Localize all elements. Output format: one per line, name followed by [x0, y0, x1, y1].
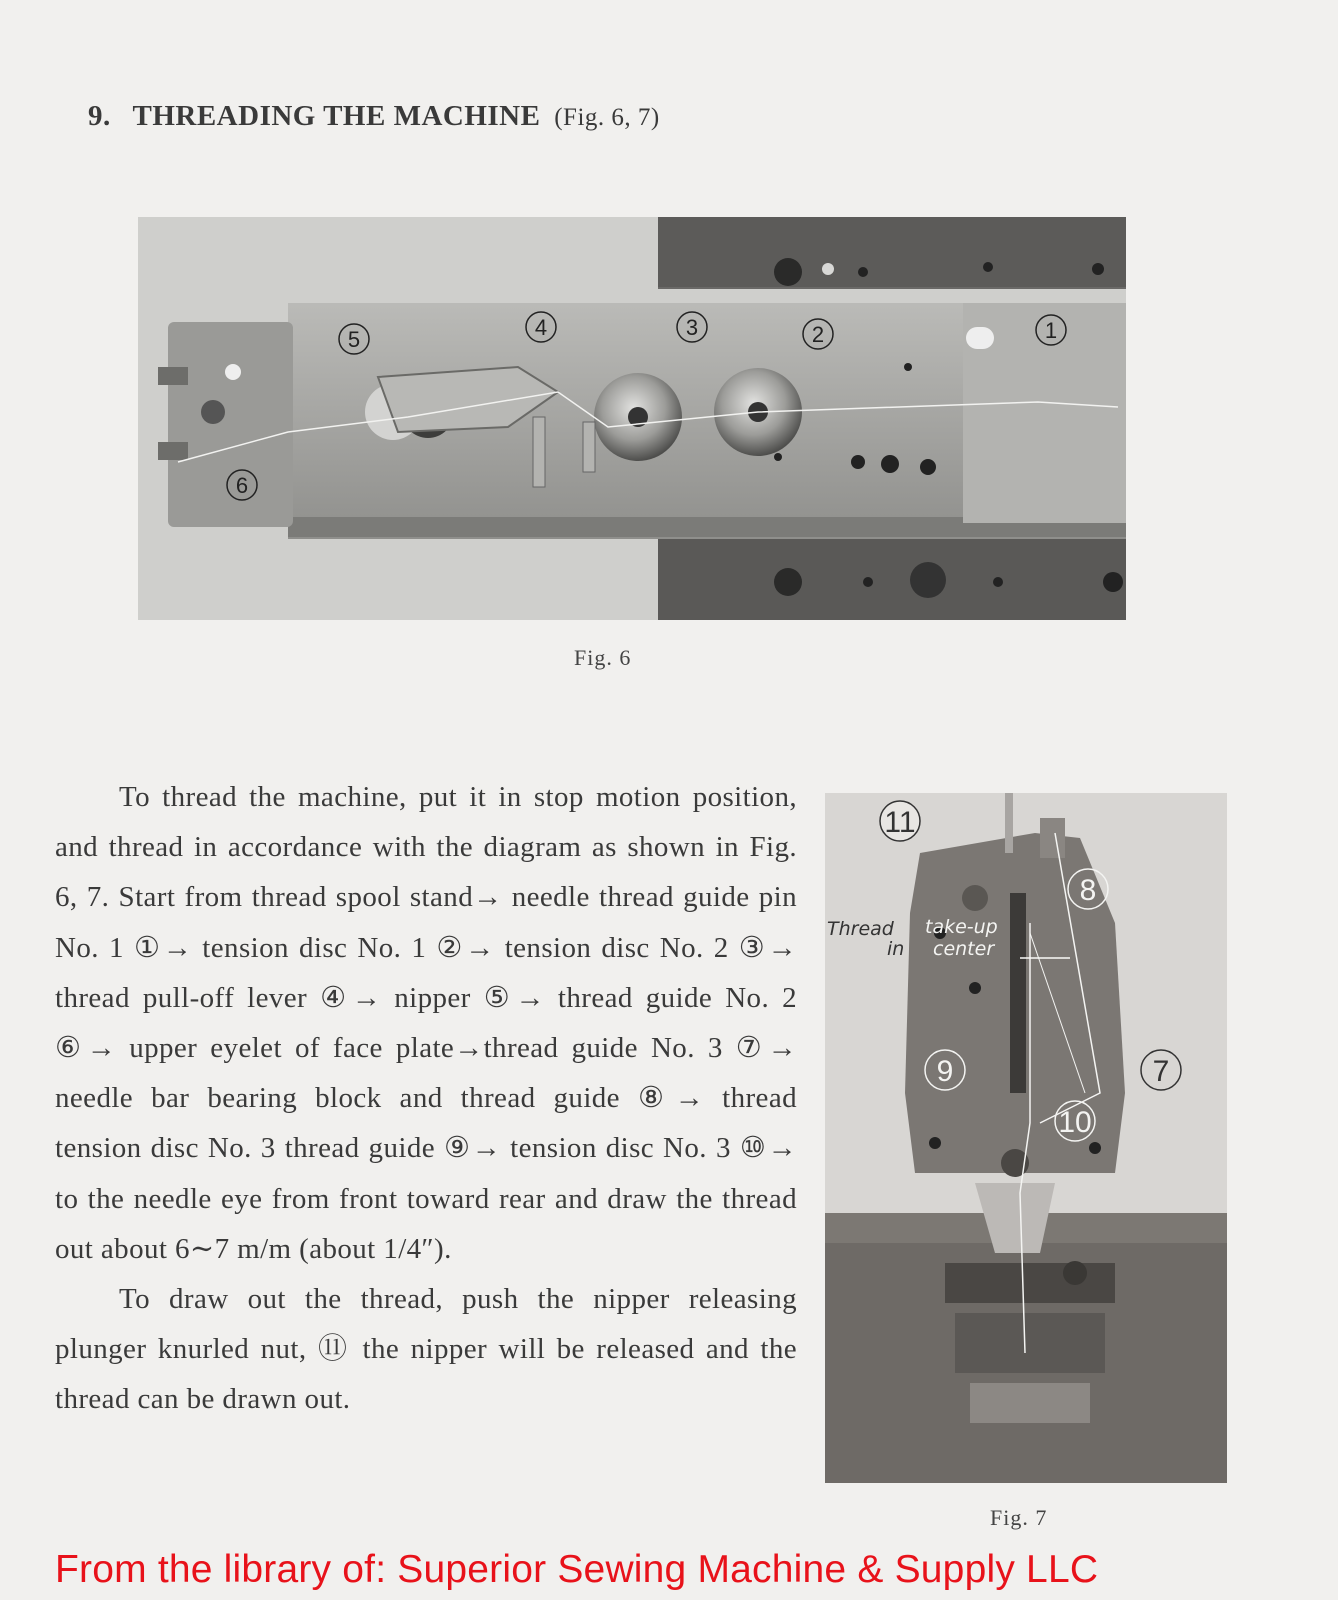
body-text: [55, 772, 797, 1425]
fig6-photo: [138, 217, 1126, 620]
paragraph-draw-out-thread: To draw out the thread, push the nipper releasing plunger knurled nut, ⑪ the nipper will be released and the thread can be drawn out.: [55, 1283, 797, 1416]
fig7-callout-10: 10: [1058, 1106, 1092, 1139]
section-number: 9.: [88, 100, 111, 132]
fig7-callout-11: 11: [884, 806, 916, 839]
fig7-caption: Fig. 7: [990, 1505, 1048, 1530]
fig6-callout-3: 3: [685, 315, 699, 340]
fig7-annotation-in: in: [887, 938, 905, 960]
fig7-photo: [825, 793, 1227, 1483]
fig7-annotation-center: center: [933, 938, 995, 960]
fig7-callout-9: 9: [936, 1055, 954, 1088]
section-title: THREADING THE MACHINE: [132, 100, 541, 132]
fig6-callout-6: 6: [235, 473, 249, 498]
fig7-annotation-take-up: take-up: [925, 916, 998, 938]
library-watermark: From the library of: Superior Sewing Machine & Supply LLC: [55, 1548, 1099, 1591]
paragraph-threading-steps: To thread the machine, put it in stop motion position, and thread in accordance with the diagram as shown in Fig. 6, 7. Start from thread spool stand→ needle thread guide pin No. 1 ①→ tension disc No. 1 ②→ tension disc No. 2 ③→ thread pull-off lever ④→ nipper ⑤→ thread guide No. 2 ⑥→ upper eyelet of face plate→thread guide No. 3 ⑦→ needle bar bearing block and thread guide ⑧→ thread tension disc No. 3 thread guide ⑨→ tension disc No. 3 ⑩→ to the needle eye from front toward rear and draw the thread out about 6∼7 m/m (about 1/4″).: [55, 781, 797, 1265]
fig6-caption: Fig. 6: [574, 645, 632, 670]
fig6-callout-2: 2: [811, 322, 825, 347]
fig6-callout-1: 1: [1044, 318, 1058, 343]
figure-reference: (Fig. 6, 7): [554, 104, 660, 131]
fig6-callout-5: 5: [347, 327, 361, 352]
fig7-callout-8: 8: [1079, 874, 1097, 907]
fig7-annotation-thread: Thread: [827, 918, 894, 940]
fig6-callout-4: 4: [534, 315, 548, 340]
section-heading: [88, 100, 660, 133]
fig7-callout-7: 7: [1152, 1055, 1170, 1088]
